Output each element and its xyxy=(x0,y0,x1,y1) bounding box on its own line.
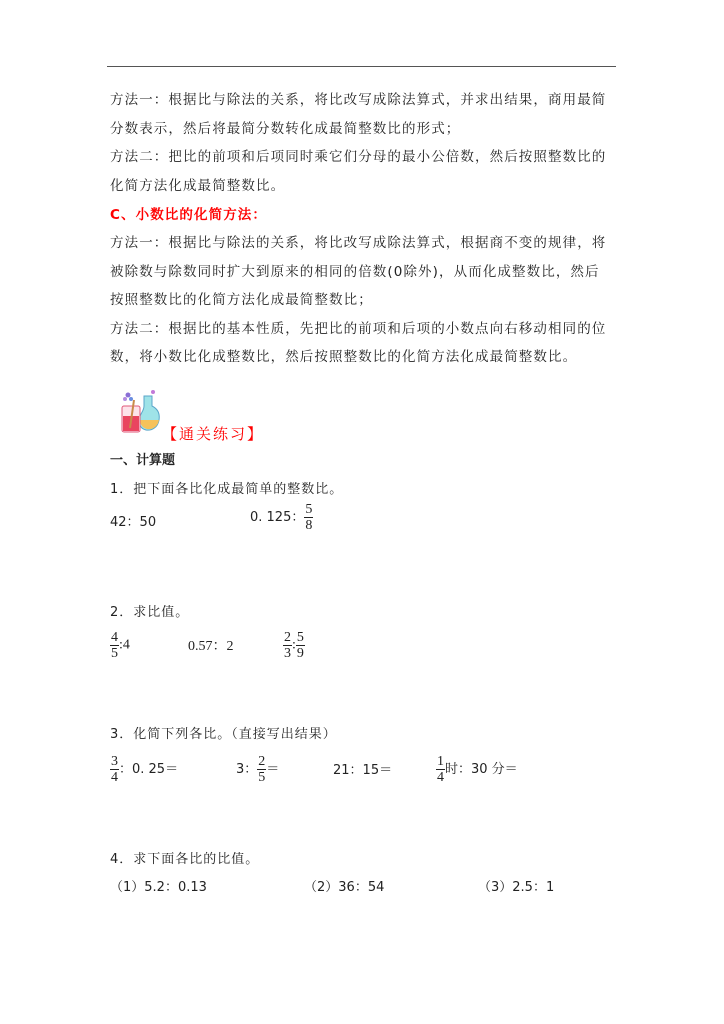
q2-item-a xyxy=(110,630,130,661)
numerator: 3 xyxy=(111,754,118,769)
q1-prompt: 1．把下面各比化成最简单的整数比。 xyxy=(110,482,344,497)
q1-item-b-prefix: 0. 125： xyxy=(250,510,305,525)
section-c-heading: C、小数比的化简方法： xyxy=(110,207,268,223)
practice-title: 【通关练习】 xyxy=(162,425,265,443)
q4-item: （2）36：54 xyxy=(304,880,385,895)
fraction xyxy=(110,754,119,785)
numerator: 1 xyxy=(437,754,444,769)
numerator: 5 xyxy=(296,630,304,645)
q4-prompt: 4．求下面各比的比值。 xyxy=(110,852,260,867)
denominator: 4 xyxy=(111,770,118,785)
denominator: 5 xyxy=(111,646,118,661)
q1-item-a: 42：50 xyxy=(110,515,157,530)
header-rule xyxy=(107,66,616,67)
numerator: 4 xyxy=(111,630,118,645)
denominator: 4 xyxy=(437,770,444,785)
q2-prompt: 2．求比值。 xyxy=(110,605,190,620)
denominator: 3 xyxy=(284,646,291,661)
fraction xyxy=(296,630,305,661)
q2-item-c xyxy=(283,630,305,661)
q3-item-a xyxy=(110,754,178,785)
q3-item-b-prefix: 3： xyxy=(236,762,258,777)
text-line: 化简方法化成最简整数比。 xyxy=(110,178,286,194)
text-line: 方法二：根据比的基本性质，先把比的前项和后项的小数点向右移动相同的位 xyxy=(110,321,607,337)
text-line: 方法一：根据比与除法的关系，将比改写成除法算式，根据商不变的规律，将 xyxy=(110,235,607,251)
q3-item-d-suffix: 时：30 分＝ xyxy=(445,762,518,777)
q4-item: （3）2.5：1 xyxy=(478,880,555,895)
fraction xyxy=(257,754,266,785)
numerator: 2 xyxy=(258,754,266,769)
text-line: 按照整数比的化简方法化成最简整数比； xyxy=(110,292,373,308)
text-line: 方法一：根据比与除法的关系，将比改写成除法算式，并求出结果，商用最简 xyxy=(110,92,607,108)
text-line: 分数表示，然后将最简分数转化成最简整数比的形式； xyxy=(110,121,461,137)
q2-item-b: 0.57：2 xyxy=(188,639,234,654)
fraction xyxy=(304,502,313,533)
fraction xyxy=(110,630,119,661)
q4-item: （1）5.2：0.13 xyxy=(110,880,207,895)
q3-item-b xyxy=(236,754,279,785)
equals-sign: ＝ xyxy=(266,762,280,777)
numerator: 5 xyxy=(305,502,313,517)
numerator: 2 xyxy=(284,630,291,645)
text-line: 数，将小数比化成整数比，然后按照整数比的化简方法化成最简整数比。 xyxy=(110,349,578,365)
q1-item-b xyxy=(250,502,313,533)
q3-item-a-suffix: ：0. 25＝ xyxy=(119,762,179,777)
part1-title: 一、计算题 xyxy=(110,453,176,468)
text-line: 方法二：把比的前项和后项同时乘它们分母的最小公倍数，然后按照整数比的 xyxy=(110,149,607,165)
denominator: 9 xyxy=(296,646,304,661)
fraction xyxy=(436,754,445,785)
ratio-sign: : xyxy=(292,637,296,653)
q3-item-d xyxy=(436,754,518,785)
denominator: 5 xyxy=(258,770,266,785)
q3-prompt: 3．化简下列各比。（直接写出结果） xyxy=(110,727,337,742)
lab-flask-icon xyxy=(120,388,160,434)
denominator: 8 xyxy=(305,518,313,533)
fraction xyxy=(283,630,292,661)
q2-item-a-suffix: :4 xyxy=(119,637,130,653)
q3-item-c: 21：15＝ xyxy=(333,763,393,778)
text-line: 被除数与除数同时扩大到原来的相同的倍数(0除外)，从而化成整数比，然后 xyxy=(110,264,600,280)
